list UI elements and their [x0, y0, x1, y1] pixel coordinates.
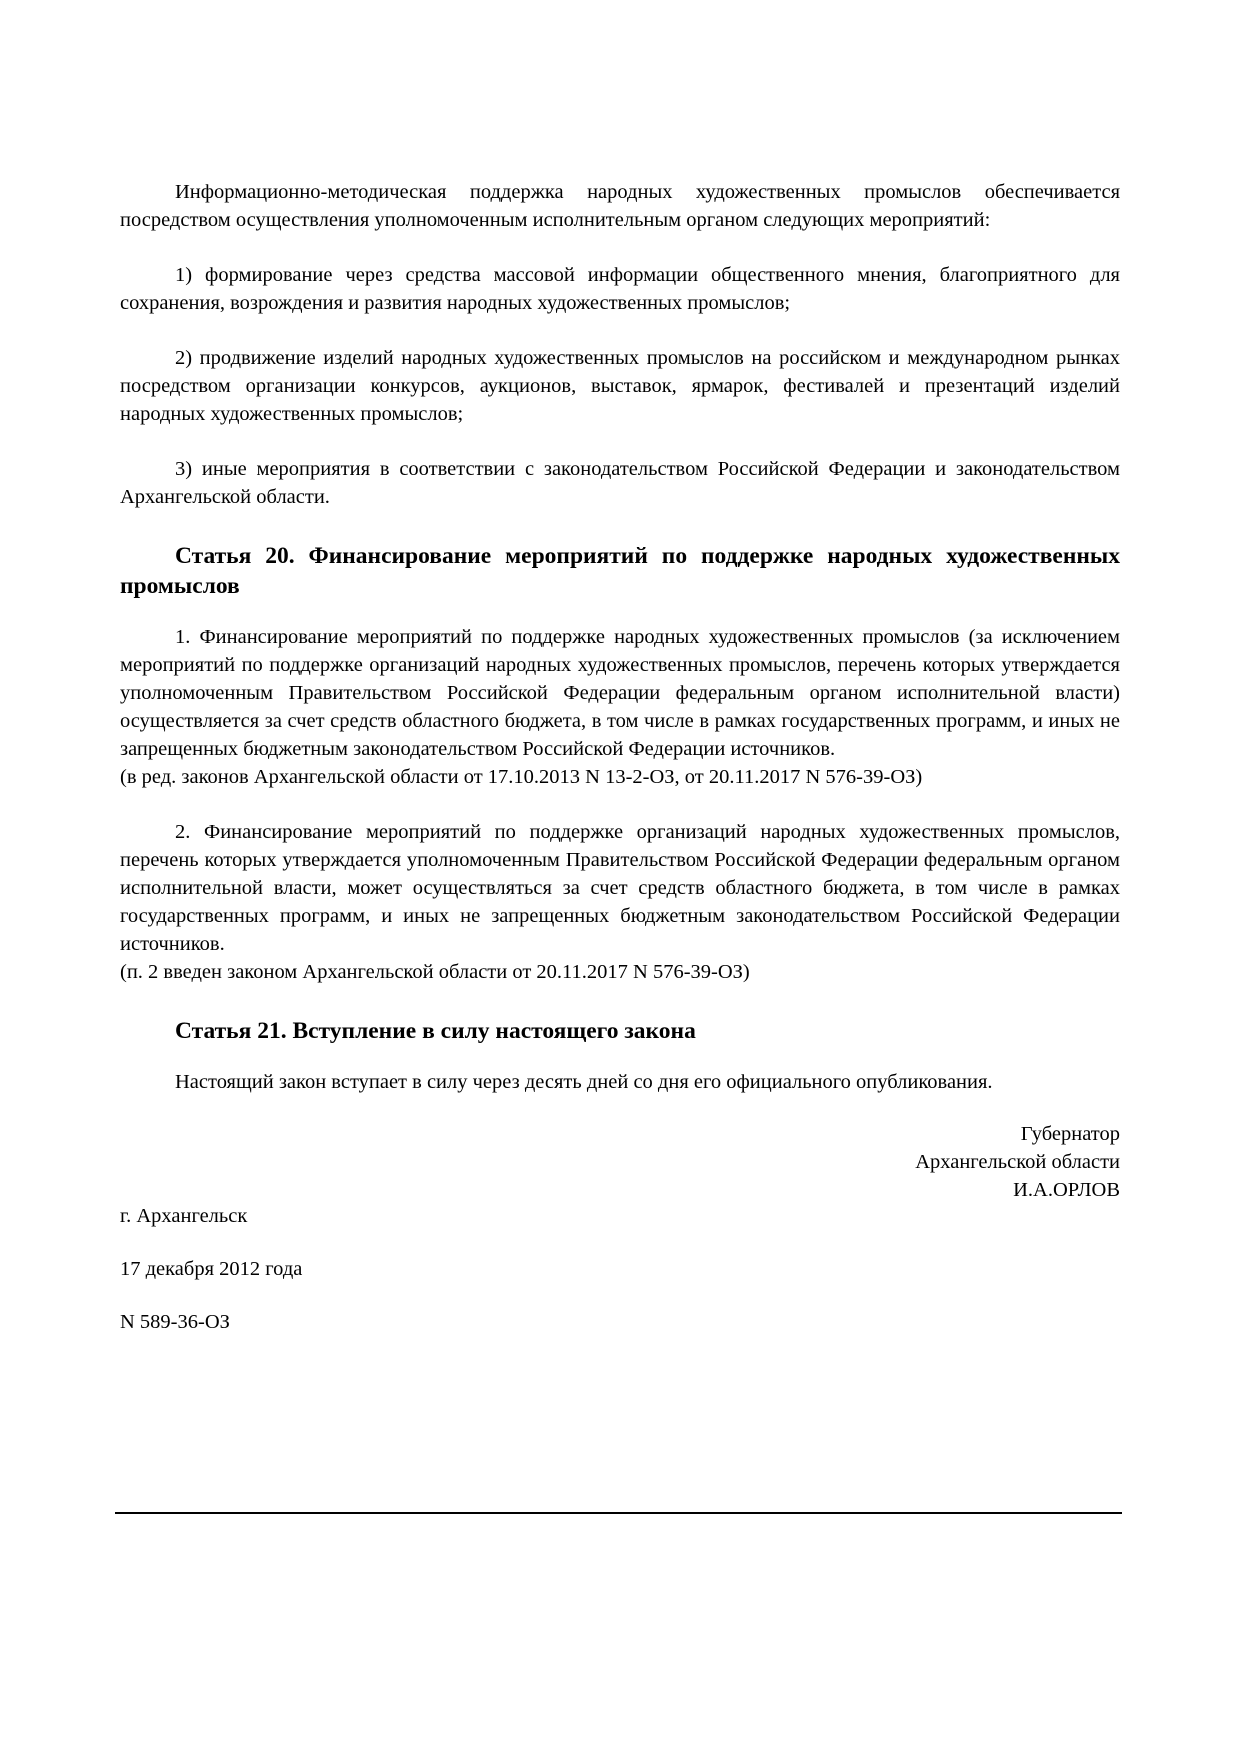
article-21-text: Настоящий закон вступает в силу через десять дней со дня его официального опубликования. [175, 1071, 993, 1093]
article-20-paragraph-1-note: (в ред. законов Архангельской области от 17.10.2013 N 13-2-ОЗ, от 20.11.2017 N 576-39-ОЗ) [120, 766, 923, 788]
signature-block [120, 1120, 1120, 1204]
signature-region: Архангельской области [915, 1151, 1120, 1173]
article-21-title: Статья 21. Вступление в силу настоящего закона [175, 1018, 696, 1044]
footer-city: г. Архангельск [120, 1205, 248, 1227]
footer-date: 17 декабря 2012 года [120, 1258, 303, 1280]
intro-item-3: 3) иные мероприятия в соответствии с законодательством Российской Федерации и законодательством Архангельской области. [120, 458, 1120, 508]
article-20-paragraph-2: 2. Финансирование мероприятий по поддержке организаций народных художественных промыслов, перечень которых утверждается уполномоченным Правительством Российской Федерации федеральным органом исполнительной власти, может осуществляться за счет средств областного бюджета, в том числе в рамках государственных программ, и иных не запрещенных бюджетным законодательством Российской Федерации источников. [120, 821, 1120, 955]
article-20-title: Статья 20. Финансирование мероприятий по поддержке народных художественных промыслов [120, 543, 1120, 599]
footer-number: N 589-36-ОЗ [120, 1311, 230, 1333]
intro-paragraph: Информационно-методическая поддержка народных художественных промыслов обеспечивается посредством осуществления уполномоченным исполнительным органом следующих мероприятий: [120, 181, 1120, 231]
footer-divider [115, 1512, 1122, 1514]
signature-title: Губернатор [1020, 1123, 1120, 1145]
article-20-paragraph-2-note: (п. 2 введен законом Архангельской области от 20.11.2017 N 576-39-ОЗ) [120, 961, 750, 983]
document-page [120, 178, 1120, 1336]
signature-name: И.А.ОРЛОВ [1013, 1179, 1120, 1201]
intro-item-2: 2) продвижение изделий народных художественных промыслов на российском и международном рынках посредством организации конкурсов, аукционов, выставок, ярмарок, фестивалей и презентаций изделий народных художественных промыслов; [120, 347, 1120, 425]
intro-item-1: 1) формирование через средства массовой информации общественного мнения, благоприятного для сохранения, возрождения и развития народных художественных промыслов; [120, 264, 1120, 314]
article-20-paragraph-1: 1. Финансирование мероприятий по поддержке народных художественных промыслов (за исключением мероприятий по поддержке организаций народных художественных промыслов, перечень которых утверждается уполномоченным Правительством Российской Федерации федеральным органом исполнительной власти) осуществляется за счет средств областного бюджета, в том числе в рамках государственных программ, и иных не запрещенных бюджетным законодательством Российской Федерации источников. [120, 626, 1120, 760]
